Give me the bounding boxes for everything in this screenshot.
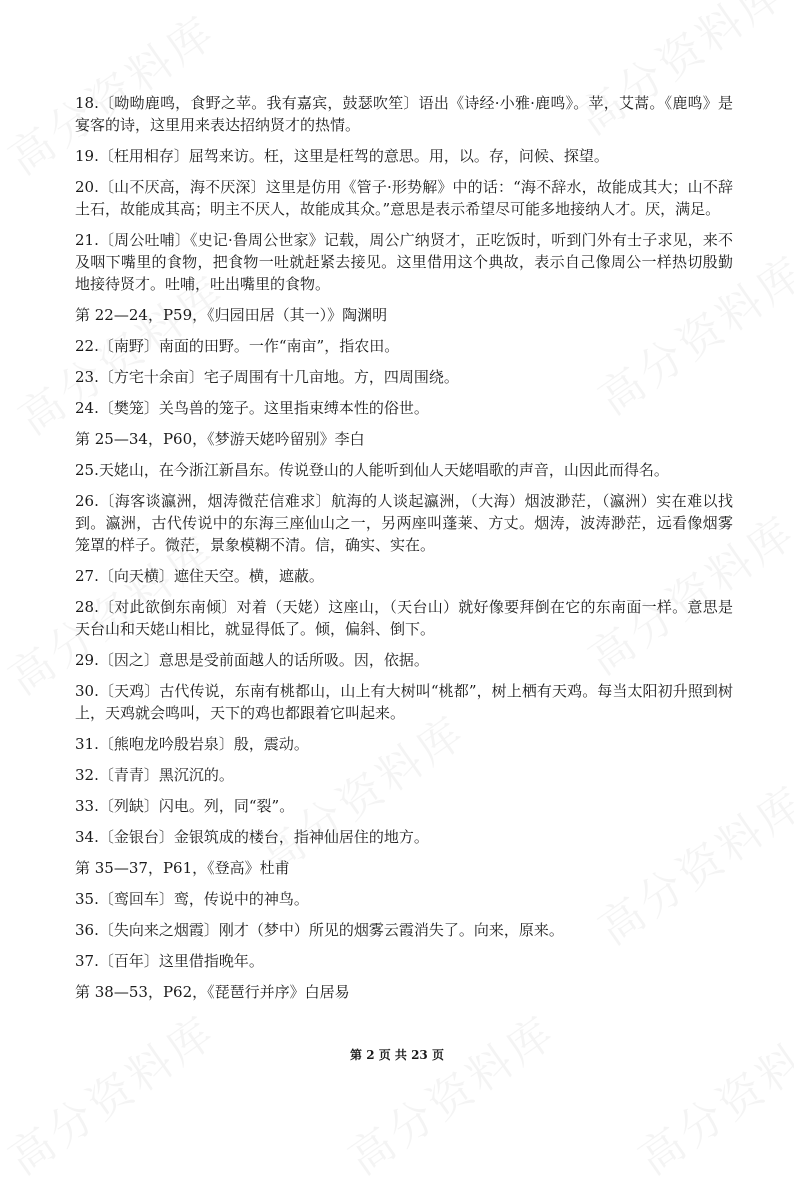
annotation-item: 25.天姥山，在今浙江新昌东。传说登山的人能听到仙人天姥唱歌的声音，山因此而得名。 (75, 461, 669, 479)
annotation-item: 31.〔熊咆龙吟殷岩泉〕殷，震动。 (75, 735, 309, 753)
annotation-item: 24.〔樊笼〕关鸟兽的笼子。这里指束缚本性的俗世。 (75, 399, 429, 417)
section-heading: 第 38—53，P62，《琵琶行并序》白居易 (75, 983, 350, 1001)
annotation-item: 27.〔向天横〕遮住天空。横，遮蔽。 (75, 567, 324, 585)
annotation-item: 23.〔方宅十余亩〕宅子周围有十几亩地。方，四周围绕。 (75, 368, 459, 386)
annotation-item: 26.〔海客谈瀛洲，烟涛微茫信难求〕航海的人谈起瀛洲，（大海）烟波渺茫，（瀛洲）实在难以找到。瀛洲，古代传说中的东海三座仙山之一，另两座叫蓬莱、方丈。烟涛，波涛渺茫，远看像烟雾笼罩的样子。微茫，景象模糊不清。信，确实、实在。 (75, 492, 733, 554)
annotation-item: 29.〔因之〕意思是受前面越人的话所吸。因，依据。 (75, 651, 429, 669)
annotation-item: 34.〔金银台〕金银筑成的楼台，指神仙居住的地方。 (75, 828, 429, 846)
annotation-item: 22.〔南野〕南面的田野。一作“南亩”，指农田。 (75, 337, 400, 355)
annotation-item: 37.〔百年〕这里借指晚年。 (75, 952, 264, 970)
annotation-item: 36.〔失向来之烟霞〕刚才（梦中）所见的烟雾云霞消失了。向来，原来。 (75, 921, 564, 939)
annotation-item: 35.〔鸾回车〕鸾，传说中的神鸟。 (75, 890, 309, 908)
annotation-item: 32.〔青青〕黑沉沉的。 (75, 766, 234, 784)
annotation-item: 21.〔周公吐哺〕《史记·鲁周公世家》记载，周公广纳贤才，正吃饭时，听到门外有士子求见，来不及咽下嘴里的食物，把食物一吐就赶紧去接见。这里借用这个典故，表示自己像周公一样热切殷勤地接待贤才。吐哺，吐出嘴里的食物。 (75, 231, 733, 293)
page-number: 第 2 页 共 23 页 (350, 1048, 444, 1062)
watermark (623, 997, 794, 1187)
section-heading: 第 35—37，P61，《登高》杜甫 (75, 859, 290, 877)
annotation-item: 20.〔山不厌高，海不厌深〕这里是仿用《管子·形势解》中的话：“海不辞水，故能成其大；山不辞土石，故能成其高；明主不厌人，故能成其众。”意思是表示希望尽可能多地接纳人才。厌，满足。 (75, 178, 733, 218)
annotation-item: 30.〔天鸡〕古代传说，东南有桃都山，山上有大树叫“桃都”，树上栖有天鸡。每当太阳初升照到树上，天鸡就会鸣叫，天下的鸡也都跟着它叫起来。 (75, 682, 733, 722)
watermark (0, 997, 227, 1187)
annotation-list (75, 92, 733, 1012)
section-heading: 第 22—24，P59，《归园田居（其一）》陶渊明 (75, 306, 388, 324)
watermark (333, 997, 566, 1187)
annotation-item: 19.〔枉用相存〕屈驾来访。枉，这里是枉驾的意思。用，以。存，问候、探望。 (75, 147, 609, 165)
section-heading: 第 25—34，P60，《梦游天姥吟留别》李白 (75, 430, 365, 448)
annotation-item: 33.〔列缺〕闪电。列，同“裂”。 (75, 797, 295, 815)
annotation-item: 28.〔对此欲倒东南倾〕对着（天姥）这座山，（天台山）就好像要拜倒在它的东南面一样。意思是天台山和天姥山相比，就显得低了。倾，偏斜、倒下。 (75, 598, 733, 638)
annotation-item: 18.〔呦呦鹿鸣，食野之苹。我有嘉宾，鼓瑟吹笙〕语出《诗经·小雅·鹿鸣》。苹，艾蒿。《鹿鸣》是宴客的诗，这里用来表达招纳贤才的热情。 (75, 94, 733, 134)
